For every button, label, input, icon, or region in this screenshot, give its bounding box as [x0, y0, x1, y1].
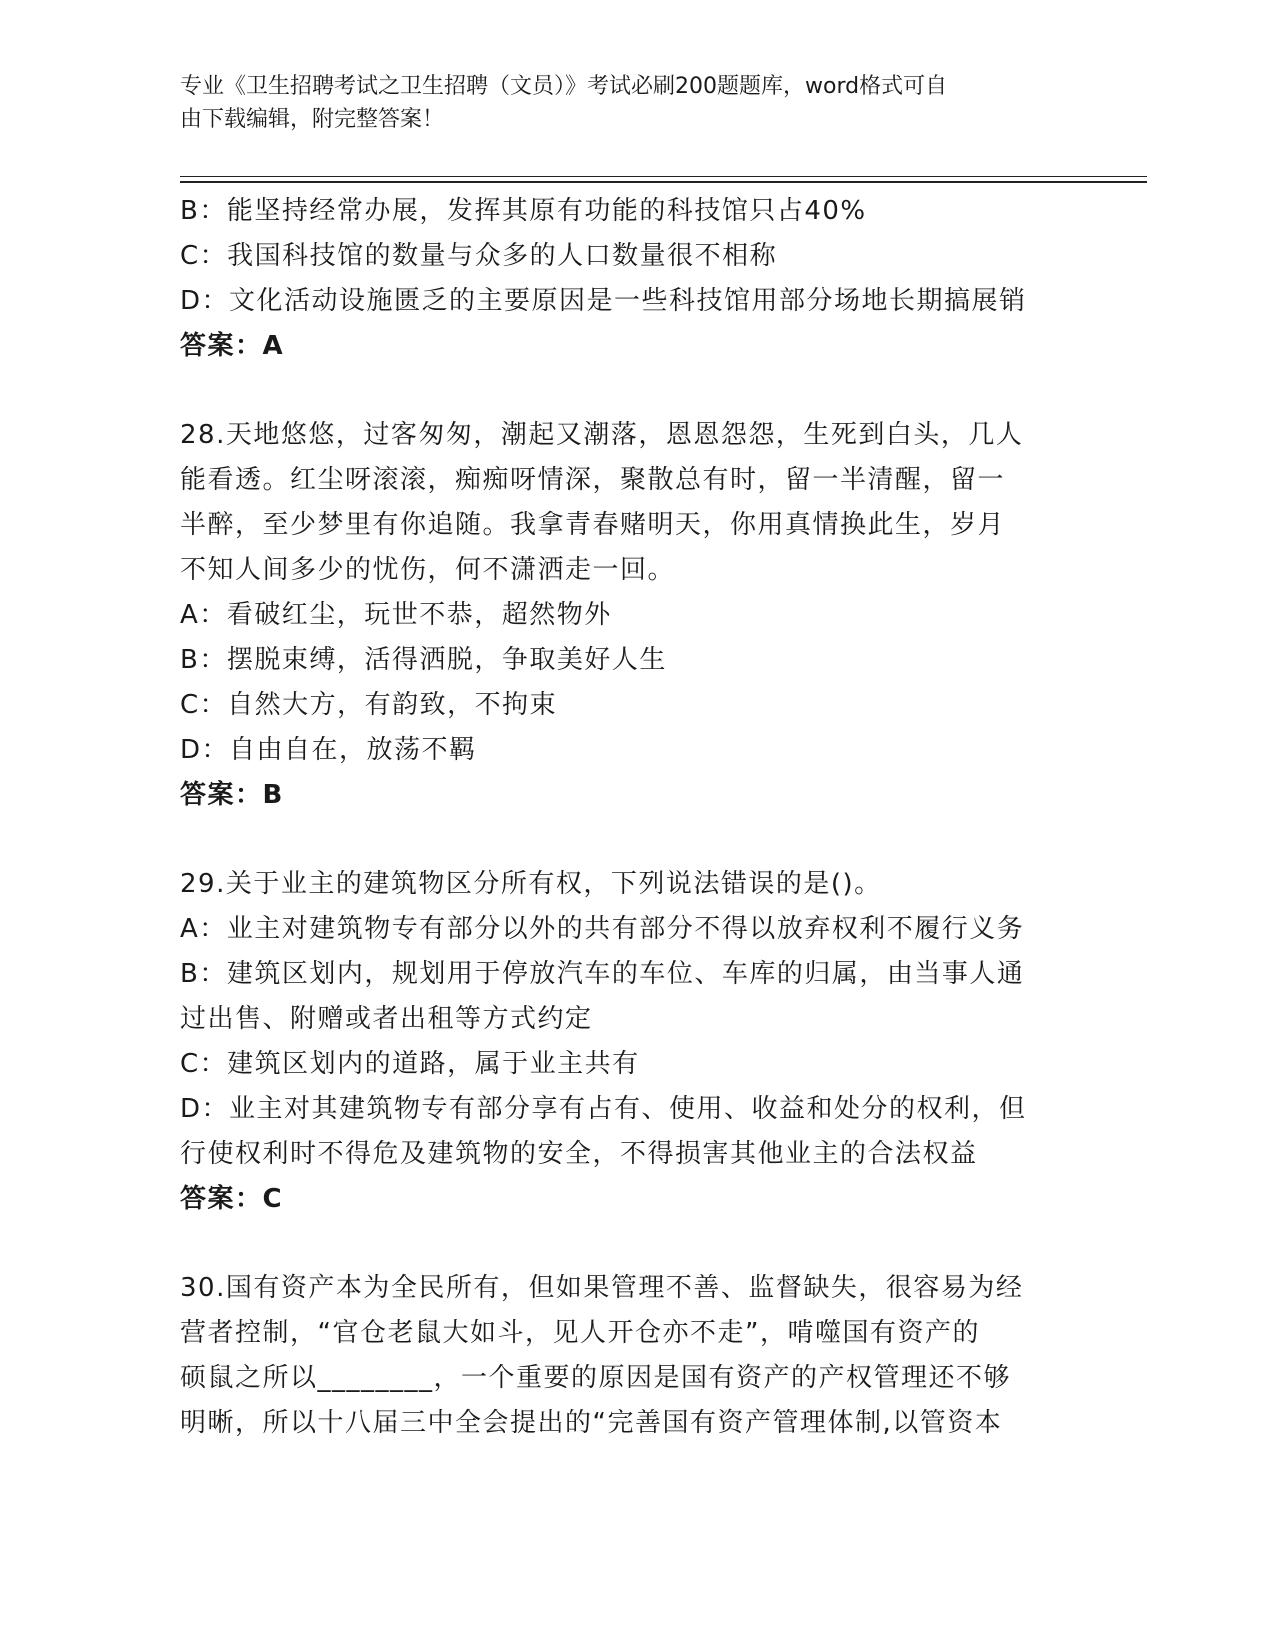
question-stem-line: 半醉，至少梦里有你追随。我拿青春赌明天，你用真情换此生，岁月: [180, 510, 1006, 540]
option-d-line: D：业主对其建筑物专有部分享有占有、使用、收益和处分的权利，但: [180, 1094, 1027, 1124]
question-stem-line: 不知人间多少的忧伤，何不潇洒走一回。: [180, 555, 676, 585]
question-27: [180, 189, 1080, 369]
answer: 答案：C: [180, 1184, 284, 1214]
option-a: A：看破红尘，玩世不恭，超然物外: [180, 600, 612, 630]
option-d-line: 行使权利时不得危及建筑物的安全，不得损害其他业主的合法权益: [180, 1139, 978, 1169]
option-d: D：文化活动设施匮乏的主要原因是一些科技馆用部分场地长期搞展销: [180, 286, 1027, 316]
question-stem-line: 硕鼠之所以________，一个重要的原因是国有资产的产权管理还不够: [180, 1363, 1012, 1393]
option-c: C：我国科技馆的数量与众多的人口数量很不相称: [180, 241, 778, 271]
document-body: [180, 189, 1080, 1446]
question-28: [180, 413, 1080, 818]
header-divider-thin: [180, 176, 1147, 177]
question-stem-line: 28.天地悠悠，过客匆匆，潮起又潮落，恩恩怨怨，生死到白头，几人: [180, 420, 1024, 450]
answer: 答案：A: [180, 331, 285, 361]
question-stem-line: 能看透。红尘呀滚滚，痴痴呀情深，聚散总有时，留一半清醒，留一: [180, 465, 1006, 495]
header-line: 专业《卫生招聘考试之卫生招聘（文员）》考试必刷200题题库，word格式可自: [180, 74, 948, 99]
question-30: [180, 1266, 1080, 1446]
option-c: C：建筑区划内的道路，属于业主共有: [180, 1049, 640, 1079]
option-b: B：摆脱束缚，活得洒脱，争取美好人生: [180, 645, 667, 675]
question-29: [180, 862, 1080, 1222]
question-stem-line: 营者控制，“官仓老鼠大如斗，见人开仓亦不走”，啃噬国有资产的: [180, 1318, 980, 1348]
option-d: D：自由自在，放荡不羁: [180, 735, 477, 765]
question-stem-line: 30.国有资产本为全民所有，但如果管理不善、监督缺失，很容易为经: [180, 1273, 1024, 1303]
question-stem-line: 明晰，所以十八届三中全会提出的“完善国有资产管理体制,以管资本: [180, 1408, 1003, 1438]
header-divider-thick: [180, 181, 1147, 183]
answer: 答案：B: [180, 780, 284, 810]
option-b: B：能坚持经常办展，发挥其原有功能的科技馆只占40%: [180, 196, 867, 226]
option-b-line: 过出售、附赠或者出租等方式约定: [180, 1004, 593, 1034]
question-stem: 29.关于业主的建筑物区分所有权，下列说法错误的是()。: [180, 869, 882, 899]
option-b-line: B：建筑区划内，规划用于停放汽车的车位、车库的归属，由当事人通: [180, 959, 1025, 989]
option-c: C：自然大方，有韵致，不拘束: [180, 690, 558, 720]
header-line: 由下载编辑，附完整答案！: [180, 107, 445, 132]
document-header: [180, 70, 1060, 136]
option-a: A：业主对建筑物专有部分以外的共有部分不得以放弃权利不履行义务: [180, 914, 1025, 944]
